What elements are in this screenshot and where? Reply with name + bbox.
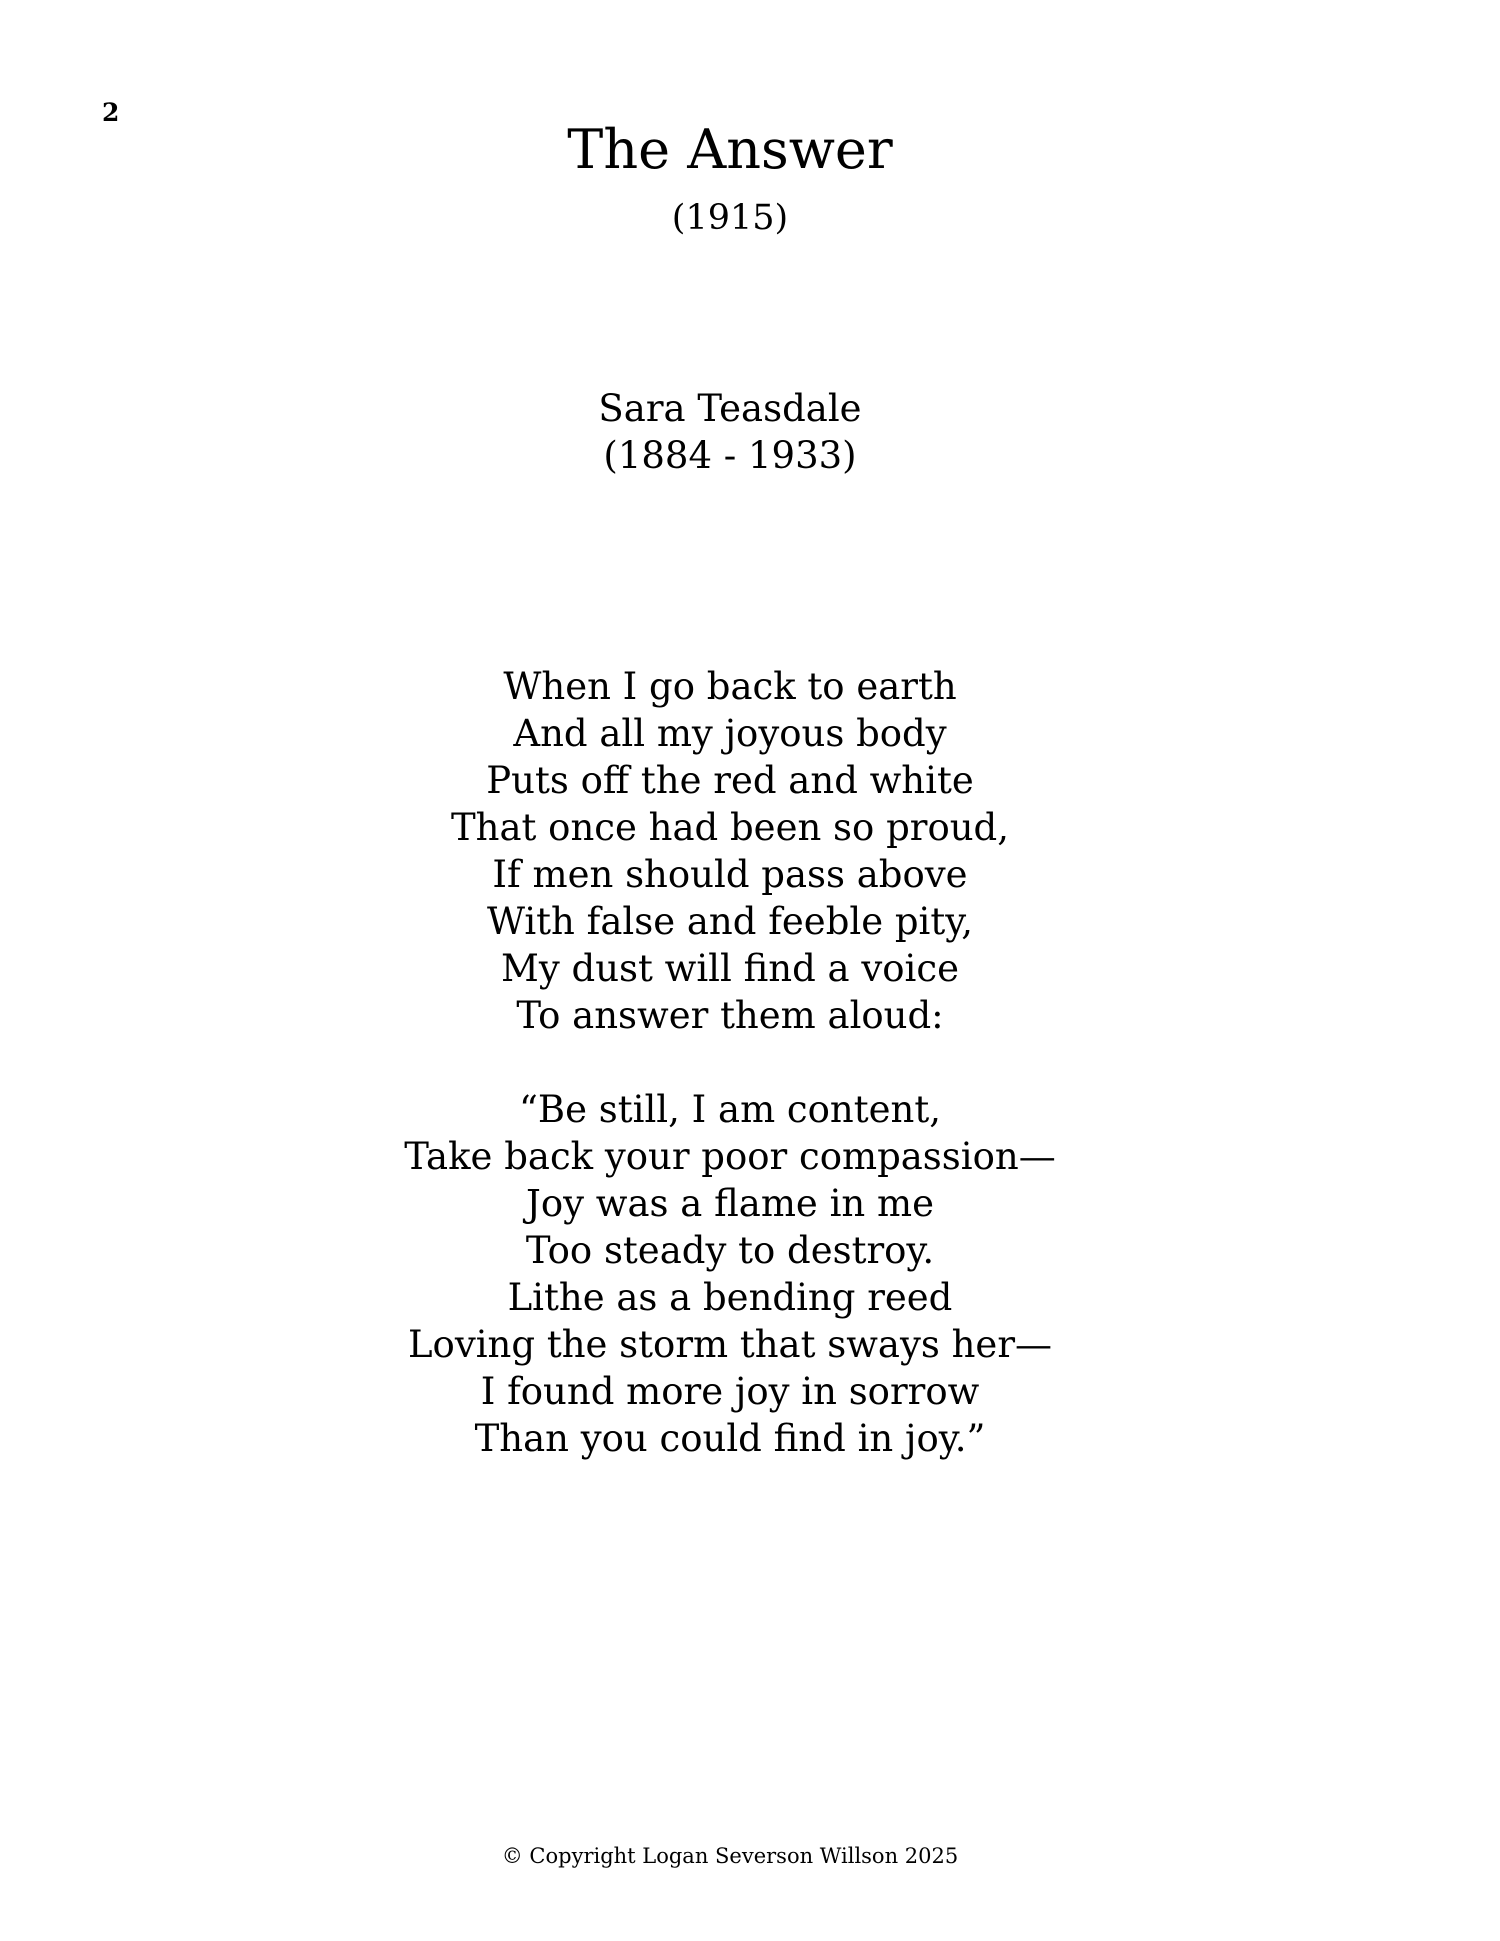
- poem-line: Joy was a flame in me: [526, 1182, 934, 1225]
- author-dates: (1884 - 1933): [603, 434, 857, 477]
- poem-line: “Be still, I am content,: [519, 1088, 941, 1131]
- poem-line: Take back your poor compassion—: [404, 1135, 1056, 1178]
- poem-line: Lithe as a bending reed: [507, 1276, 953, 1319]
- poem-line: That once had been so proud,: [450, 806, 1010, 849]
- poem-line: My dust will find a voice: [500, 947, 960, 990]
- copyright-notice: © Copyright Logan Severson Willson 2025: [501, 1844, 959, 1868]
- poem-body: [0, 663, 1460, 1462]
- stanza-1: [0, 663, 1460, 1039]
- poem-line: I found more joy in sorrow: [480, 1370, 980, 1413]
- author-block: [0, 385, 1460, 479]
- stanza-2: [0, 1086, 1460, 1462]
- page-number: 2: [102, 98, 120, 127]
- poem-title: The Answer: [567, 118, 893, 181]
- poem-line: Than you could find in joy.”: [474, 1417, 986, 1460]
- poem-line: To answer them aloud:: [516, 994, 944, 1037]
- poem-line: Too steady to destroy.: [525, 1229, 935, 1272]
- poem-line: Puts off the red and white: [486, 759, 974, 802]
- poem-line: When I go back to earth: [503, 665, 957, 708]
- poem-line: With false and feeble pity,: [486, 900, 974, 943]
- poem-line: And all my joyous body: [513, 712, 947, 755]
- poem-line: Loving the storm that sways her—: [407, 1323, 1053, 1366]
- poem-line: If men should pass above: [492, 853, 968, 896]
- author-name: Sara Teasdale: [598, 387, 862, 430]
- poem-year: (1915): [671, 198, 789, 238]
